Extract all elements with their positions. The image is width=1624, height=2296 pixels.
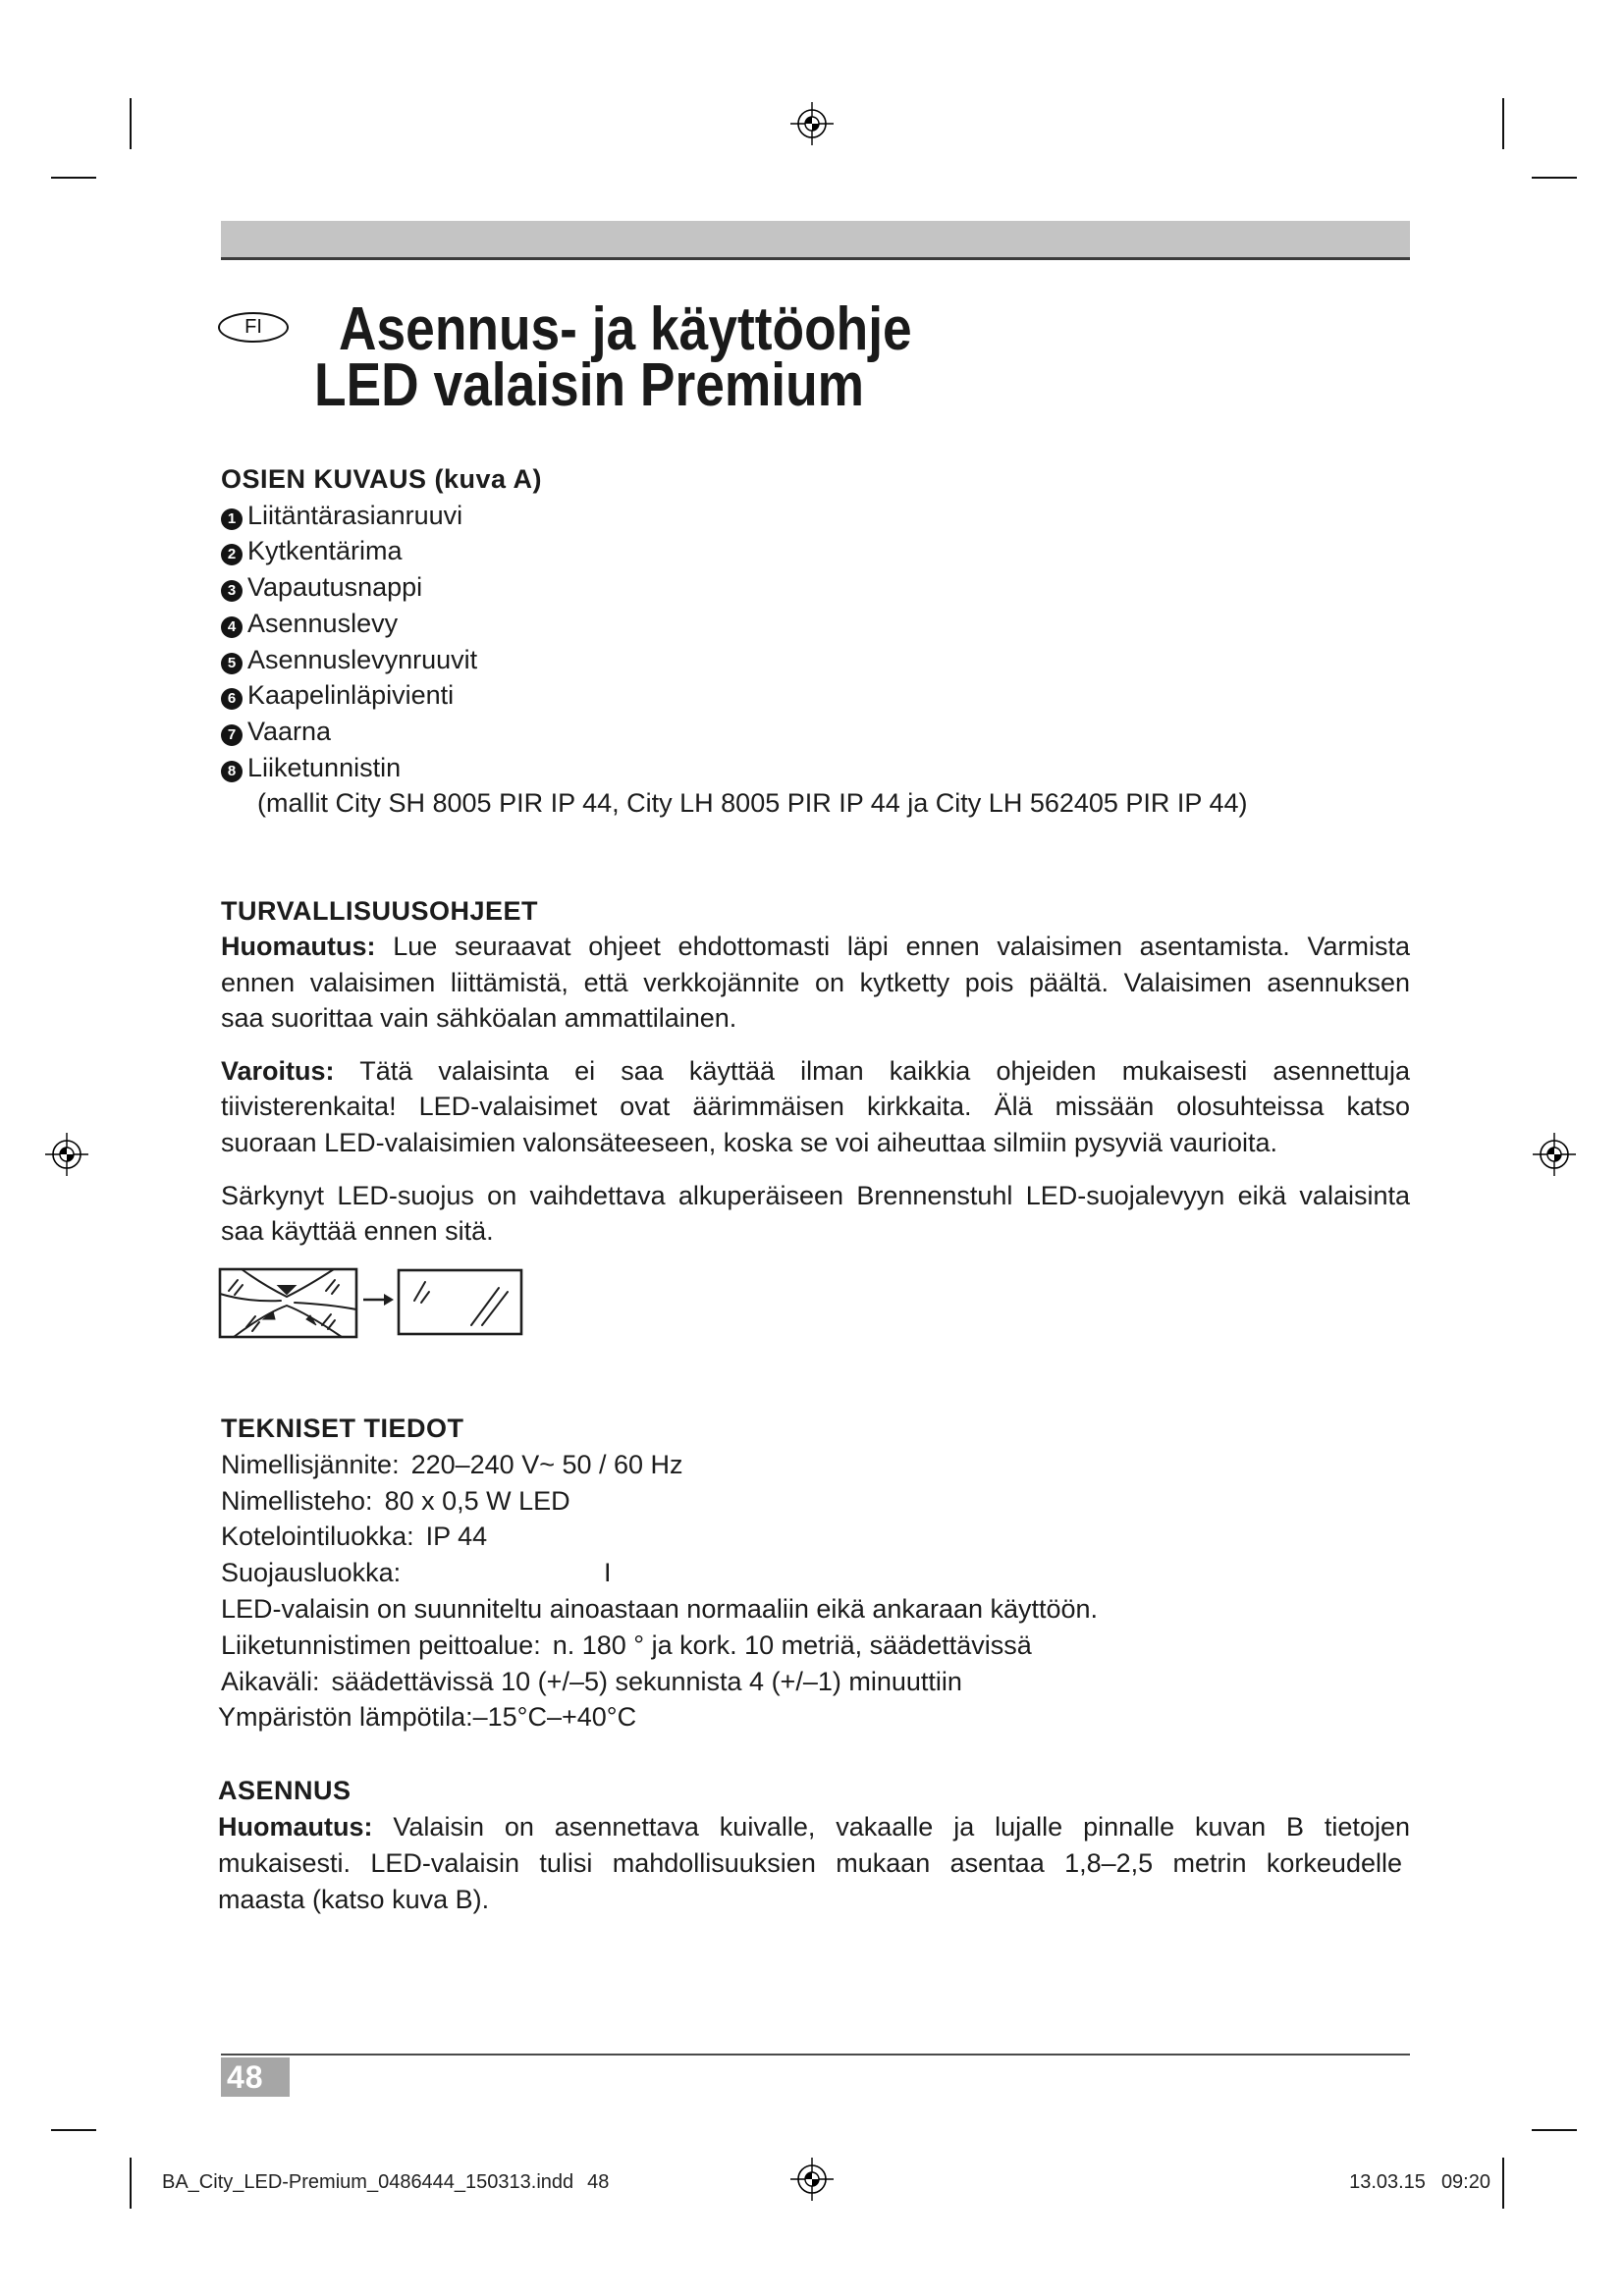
warning-paragraph xyxy=(221,1053,1410,1160)
language-badge: FI xyxy=(218,312,289,343)
spec-value: n. 180 ° ja kork. 10 metriä, säädettävissä xyxy=(552,1629,1032,1660)
paragraph-line: ennen valaisimen liittämistä, että verkkojännite on kytketty pois päältä. Valaisimen asennuksen xyxy=(221,967,1410,997)
spec-label: Liiketunnistimen peittoalue: xyxy=(221,1629,541,1660)
list-item xyxy=(221,677,1410,714)
notice-lead: Huomautus: xyxy=(221,932,376,962)
item-label: Asennuslevynruuvit xyxy=(247,644,478,674)
item-number-badge: 8 xyxy=(221,761,243,782)
footer-rule xyxy=(221,2054,1410,2056)
spec-row-rated-power xyxy=(221,1483,1410,1520)
crop-mark-top-right-horizontal xyxy=(1532,177,1577,179)
crop-mark-bottom-right-horizontal xyxy=(1532,2129,1577,2131)
spec-label: Kotelointiluokka: xyxy=(221,1522,414,1552)
list-item xyxy=(221,714,1410,750)
broken-glass-icon xyxy=(220,1269,356,1337)
safety-heading: TURVALLISUUSOHJEET xyxy=(221,896,539,926)
spec-label: Nimellisjännite: xyxy=(221,1449,400,1479)
spec-value: 220–240 V~ 50 / 60 Hz xyxy=(410,1449,683,1479)
paragraph-line: maasta (katso kuva B). xyxy=(218,1885,490,1914)
spec-label: Suojausluokka: xyxy=(221,1558,402,1588)
item-number-badge: 1 xyxy=(221,508,243,530)
cover-paragraph xyxy=(221,1178,1410,1250)
print-time: 09:20 xyxy=(1440,2171,1490,2193)
crop-mark-top-left-vertical xyxy=(130,98,132,149)
crop-mark-bottom-right-vertical xyxy=(1502,2158,1504,2209)
page-subtitle: LED valaisin Premium xyxy=(314,351,865,419)
spec-row-ambient-temperature xyxy=(218,1699,1410,1735)
installation-heading: ASENNUS xyxy=(218,1776,352,1805)
parts-heading: OSIEN KUVAUS (kuva A) xyxy=(221,464,543,494)
list-item xyxy=(221,642,1410,678)
spec-value: säädettävissä 10 (+/–5) sekunnista 4 (+/–1) minuuttiin xyxy=(331,1666,962,1696)
spec-label: Aikaväli: xyxy=(221,1666,320,1696)
item-number-badge: 7 xyxy=(221,724,243,746)
item-label: Kaapelinläpivienti xyxy=(247,680,455,711)
item-label: Vapautusnappi xyxy=(247,572,423,603)
paragraph-line: mukaisesti. LED-valaisin tulisi mahdollisuuksien mukaan asentaa 1,8–2,5 metrin korkeudelle xyxy=(218,1848,1402,1878)
spec-row-time-interval xyxy=(221,1664,1410,1700)
paragraph-line: saa suorittaa vain sähköalan ammattilainen. xyxy=(221,1002,737,1033)
line-text: Valaisin on asennettava kuivalle, vakaalle ja lujalle pinnalle kuvan B tietojen xyxy=(393,1812,1410,1842)
item-label: Kytkentärima xyxy=(247,536,403,566)
crop-mark-bottom-left-horizontal xyxy=(51,2129,96,2131)
specs-heading: TEKNISET TIEDOT xyxy=(221,1414,464,1443)
spec-value: 80 x 0,5 W LED xyxy=(384,1485,570,1516)
crop-mark-top-right-vertical xyxy=(1502,98,1504,149)
page-title: Asennus- ja käyttöohje xyxy=(339,295,912,363)
specs-section xyxy=(218,1411,1410,1735)
spec-label: Nimellisteho: xyxy=(221,1485,373,1516)
print-date: 13.03.15 xyxy=(1349,2171,1426,2193)
parts-section xyxy=(221,461,1410,822)
installation-section xyxy=(218,1773,1410,1918)
registration-mark-icon xyxy=(790,102,834,145)
item-number-badge: 5 xyxy=(221,653,243,674)
list-item xyxy=(221,498,1410,534)
spec-value: I xyxy=(604,1558,612,1588)
paragraph-line xyxy=(221,929,1410,964)
print-timestamp xyxy=(1349,2169,1490,2195)
item-label: Liiketunnistin xyxy=(247,752,402,782)
item-number-badge: 6 xyxy=(221,688,243,710)
intact-glass-icon xyxy=(399,1270,521,1334)
line-text: Tätä valaisinta ei saa käyttää ilman kaikkia ohjeiden mukaisesti asennettuja xyxy=(359,1056,1411,1087)
paragraph-line xyxy=(221,1053,1410,1089)
crop-mark-bottom-left-vertical xyxy=(130,2158,132,2209)
page-number: 48 xyxy=(221,2057,290,2097)
arrow-right-icon xyxy=(363,1294,394,1306)
crop-mark-top-left-horizontal xyxy=(51,177,96,179)
broken-cover-replacement-icon xyxy=(216,1260,526,1341)
paragraph-line: Särkynyt LED-suojus on vaihdettava alkuperäiseen Brennenstuhl LED-suojalevyyn eikä valaisinta xyxy=(221,1181,1410,1211)
item-number-badge: 4 xyxy=(221,616,243,638)
spec-row-protection-class xyxy=(221,1555,1410,1591)
spec-value: IP 44 xyxy=(425,1522,488,1552)
header-bar xyxy=(221,221,1410,260)
notice-paragraph xyxy=(221,929,1410,1036)
spec-row-detection-range xyxy=(221,1628,1410,1664)
item-label: Asennuslevy xyxy=(247,608,399,638)
registration-mark-icon xyxy=(790,2158,834,2201)
print-file-info xyxy=(162,2169,609,2195)
spec-row-usage-note: LED-valaisin on suunniteltu ainoastaan normaaliin eikä ankaraan käyttöön. xyxy=(221,1593,1099,1624)
line-text: Lue seuraavat ohjeet ehdottomasti läpi ennen valaisimen asentamista. Varmista xyxy=(393,932,1410,962)
list-item xyxy=(221,750,1410,786)
spec-row-rated-voltage xyxy=(221,1447,1410,1483)
paragraph-line: tiivisterenkaita! LED-valaisimet ovat äärimmäisen kirkkaita. Älä missään olosuhteissa katso xyxy=(221,1092,1410,1122)
registration-mark-icon xyxy=(1533,1133,1576,1176)
item-number-badge: 2 xyxy=(221,544,243,565)
item-number-badge: 3 xyxy=(221,580,243,602)
list-item xyxy=(221,606,1410,642)
spec-value: –15°C–+40°C xyxy=(472,1702,637,1733)
file-page: 48 xyxy=(587,2171,610,2193)
spec-row-ip-class xyxy=(221,1519,1410,1555)
spec-label: Ympäristön lämpötila: xyxy=(218,1702,473,1733)
item-label: Liitäntärasianruuvi xyxy=(247,500,463,530)
registration-mark-icon xyxy=(45,1133,88,1176)
paragraph-line: saa käyttää ennen sitä. xyxy=(221,1216,494,1247)
warning-lead: Varoitus: xyxy=(221,1056,335,1087)
list-item xyxy=(221,533,1410,569)
file-name: BA_City_LED-Premium_0486444_150313.indd xyxy=(162,2171,574,2193)
paragraph-line: suoraan LED-valaisimien valonsäteeseen, koska se voi aiheuttaa silmiin pysyviä vaurioita. xyxy=(221,1127,1278,1157)
installation-lead: Huomautus: xyxy=(218,1812,373,1842)
paragraph-line xyxy=(218,1809,1410,1845)
item-label: Vaarna xyxy=(247,716,332,746)
models-note: (mallit City SH 8005 PIR IP 44, City LH 8005 PIR IP 44 ja City LH 562405 PIR IP 44) xyxy=(257,788,1248,819)
safety-section xyxy=(221,893,1410,1250)
list-item xyxy=(221,569,1410,606)
